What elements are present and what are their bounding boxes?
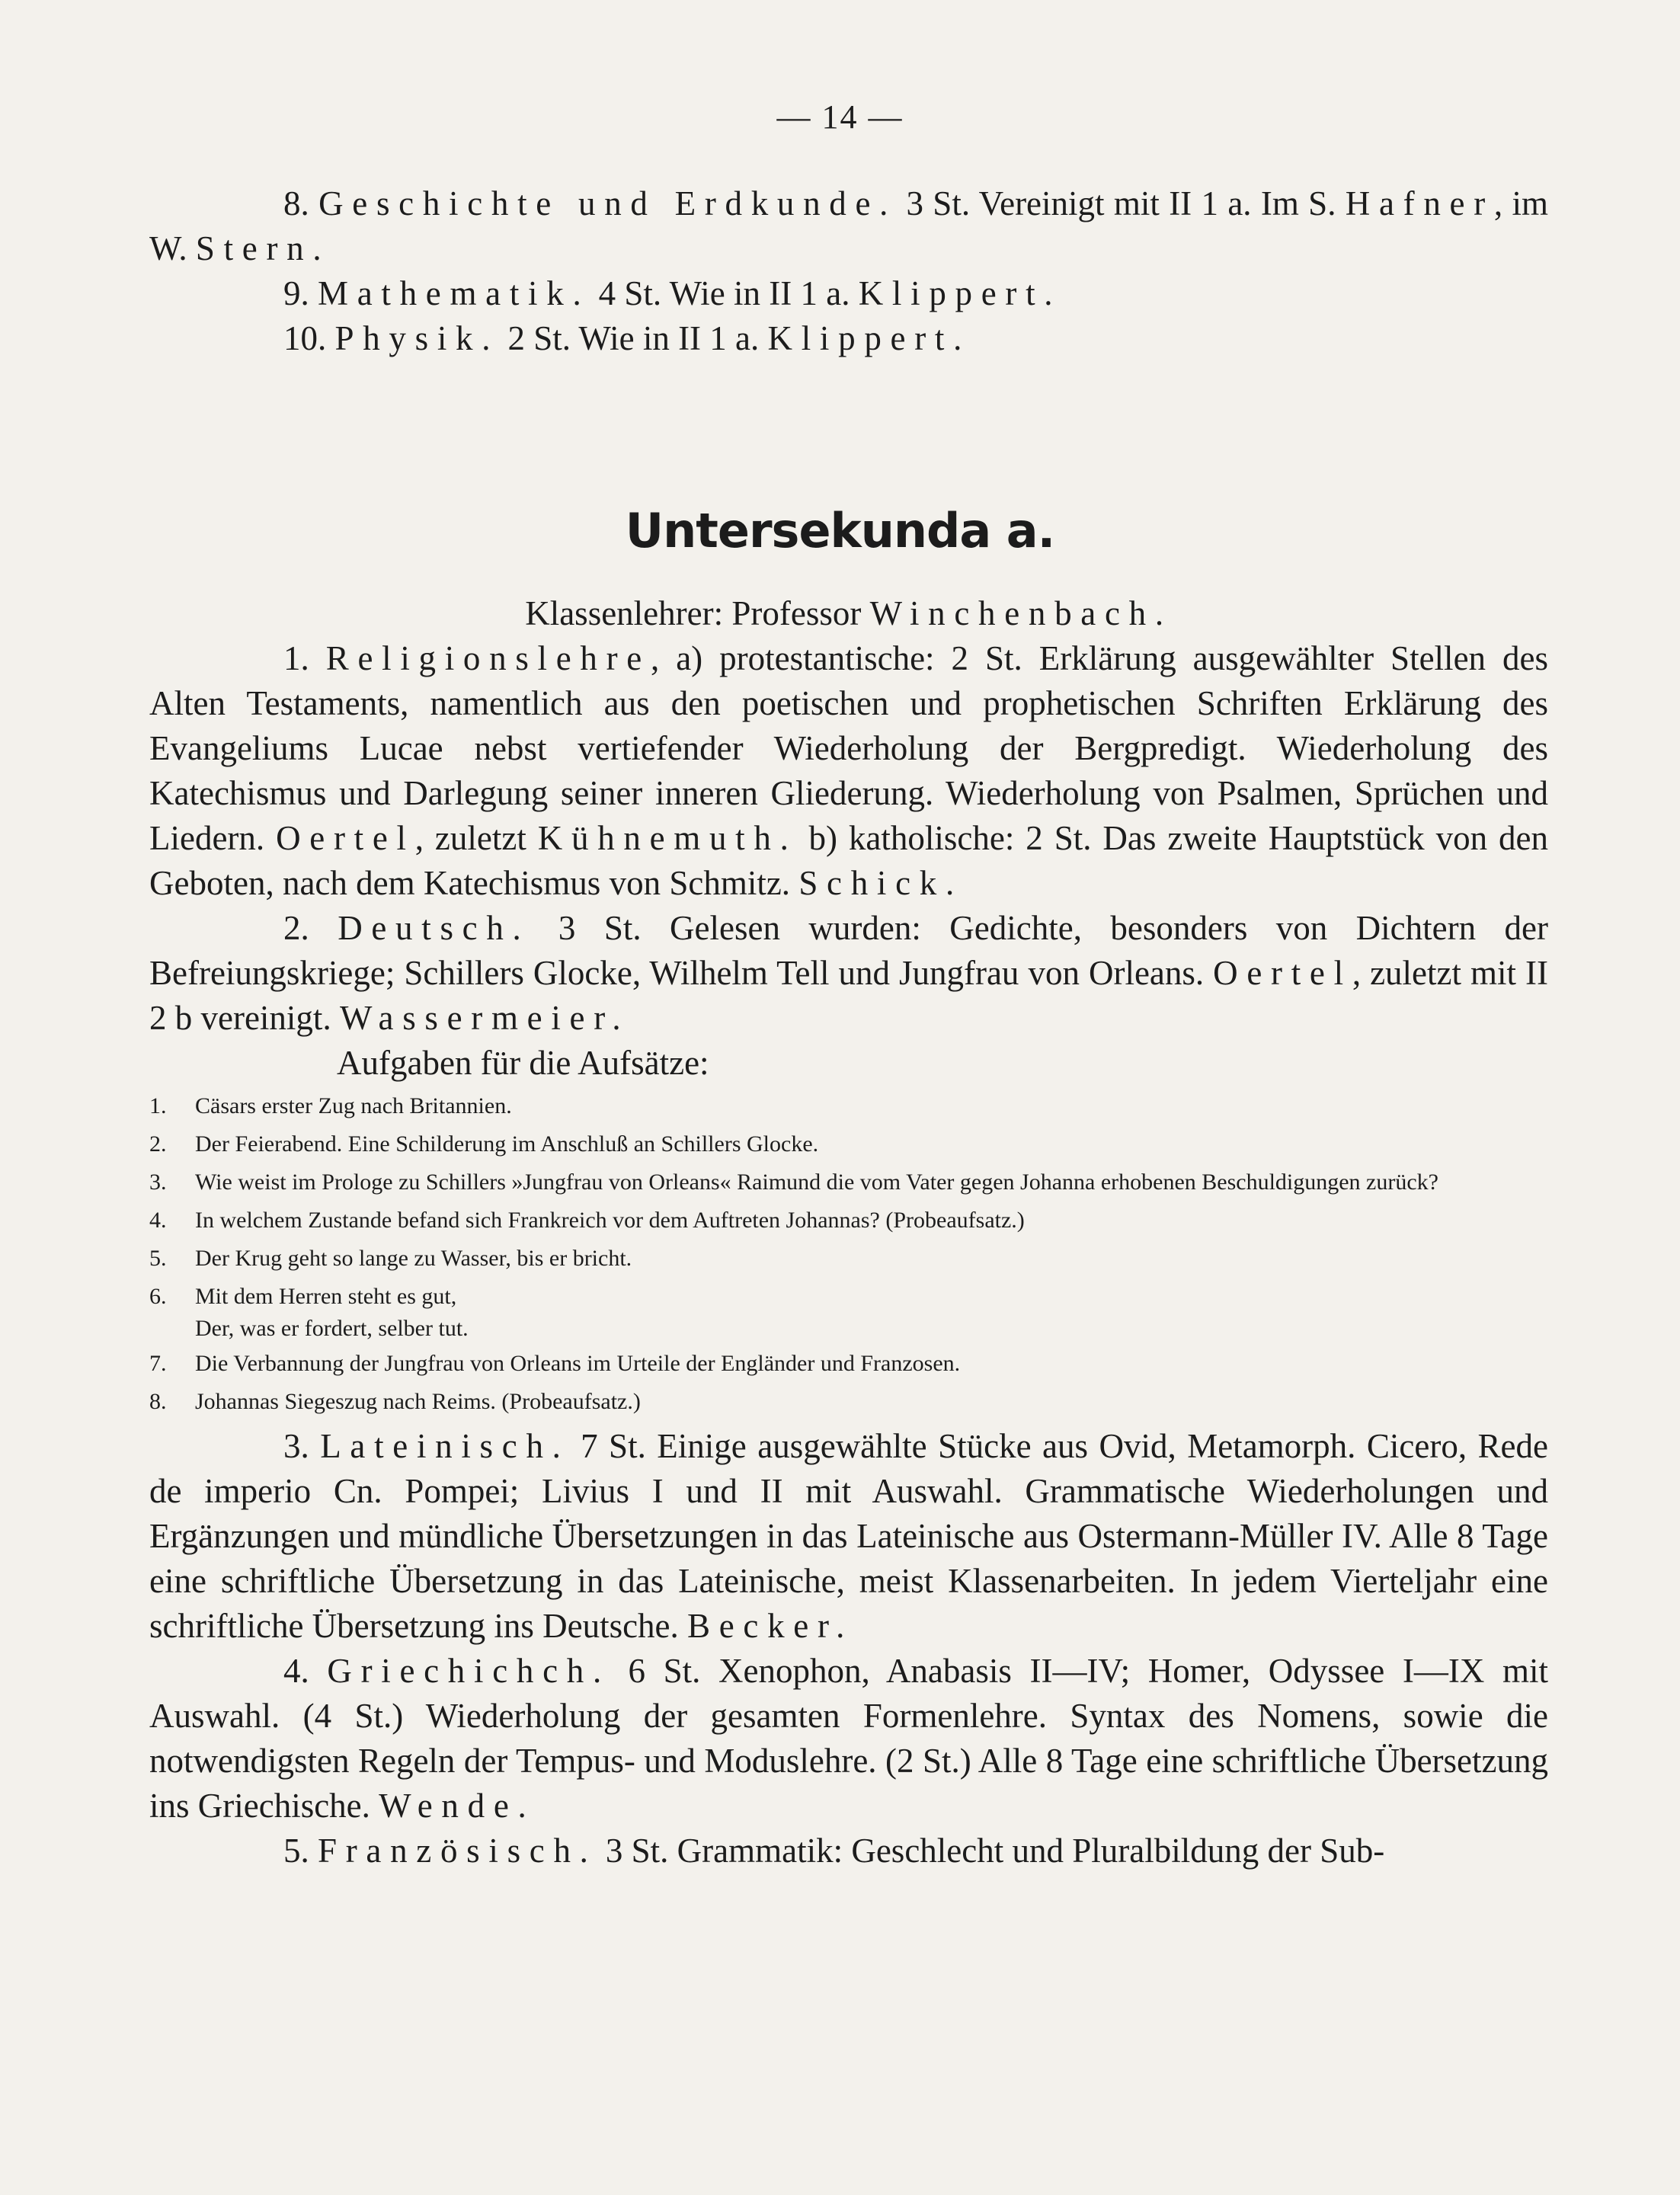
list-item: 3. Wie weist im Prologe zu Schillers »Jungfrau von Orleans« Raimund die vom Vater gegen Johanna erhobenen Beschuldigungen zurück? [149, 1169, 1438, 1195]
list-item: 7. Die Verbannung der Jungfrau von Orleans im Urteile der Engländer und Franzosen. [149, 1351, 961, 1376]
item-physik: 10. Physik. 2 St. Wie in II 1 a. Klippert. [283, 319, 971, 357]
subject-griechisch: Griechichch. [327, 1652, 610, 1690]
teacher-stern: Stern [195, 229, 313, 267]
item-mathematik: 9. Mathematik. 4 St. Wie in II 1 a. Klippert. [283, 274, 1062, 312]
subject-franzoesisch: Französisch. [318, 1832, 597, 1870]
teacher-wassermeier: Wassermeier. [339, 999, 630, 1037]
teacher-oertel: Oertel [276, 819, 415, 857]
teacher-winchenbach: Winchenbach. [869, 594, 1173, 632]
list-item: 1. Cäsars erster Zug nach Britannien. [149, 1093, 512, 1118]
teacher-kuehnemuth: Kühnemuth. [537, 819, 798, 857]
subject-geschichte: Geschichte und Erdkunde. [318, 184, 898, 222]
subject-religion: Religionslehre [325, 639, 651, 677]
teacher-klippert: Klippert. [767, 319, 971, 357]
aufgaben-list [149, 1087, 1548, 1421]
list-item: 5. Der Krug geht so lange zu Wasser, bis er bricht. [149, 1246, 632, 1271]
item-griechisch: 4. Griechichch. 6 St. Xenophon, Anabasis II—IV; Homer, Odyssee I—IX mit Auswahl. (4 St.) Wiederholung der gesamten Formenlehre. Syntax des Nomens, sowie die notwendigsten Regeln der Tempus- und Moduslehre. (2 St.) Alle 8 Tage eine schriftliche Übersetzung ins Griechische. Wende. [149, 1652, 1548, 1825]
list-item: 4. In welchem Zustande befand sich Frankreich vor dem Auftreten Johannas? (Probeaufsatz.) [149, 1208, 1025, 1233]
list-item: 6. Mit dem Herren steht es gut, Der, was er fordert, selber tut. [149, 1284, 469, 1341]
item-religion: 1. Religionslehre, a) protestantische: 2 St. Erklärung ausgewählter Stellen des Alten Testaments, namentlich aus den poetischen und prophetischen Schriften Erklärung des Evangeliums Lucae nebst vertiefender Wiederholung der Bergpredigt. Wiederholung des Katechismus und Darlegung seiner inneren Gliederung. Wiederholung von Psalmen, Sprüchen und Liedern. Oertel, zuletzt Kühnemuth. b) katholische: 2 St. Das zweite Hauptstück von den Geboten, nach dem Katechismus von Schmitz. Schick. [149, 639, 1548, 902]
main-section [149, 591, 1548, 1873]
section-heading: Untersekunda a. [625, 503, 1055, 558]
item-franzoesisch: 5. Französisch. 3 St. Grammatik: Geschlecht und Pluralbildung der Sub- [283, 1832, 1385, 1870]
top-section [149, 181, 1548, 361]
item-latein: 3. Lateinisch. 7 St. Einige ausgewählte Stücke aus Ovid, Metamorph. Cicero, Rede de imperio Cn. Pompei; Livius I und II mit Auswahl. Grammatische Wiederholungen und Ergänzungen und mündliche Übersetzungen in das Lateinische aus Ostermann-Müller IV. Alle 8 Tage eine schriftliche Übersetzung in das Lateinische, meist Klassenarbeiten. In jedem Vierteljahr eine schriftliche Übersetzung ins Deutsche. Becker. [149, 1427, 1548, 1645]
teacher-schick: Schick. [798, 864, 963, 902]
item-deutsch: 2. Deutsch. 3 St. Gelesen wurden: Gedichte, besonders von Dichtern der Befreiungskriege; Schillers Glocke, Wilhelm Tell und Jungfrau von Orleans. Oertel, zuletzt mit II 2 b vereinigt. Wassermeier. [149, 909, 1549, 1037]
teacher-klippert: Klippert. [858, 274, 1062, 312]
subject-deutsch: Deutsch. [338, 909, 530, 947]
list-item: 8. Johannas Siegeszug nach Reims. (Probeaufsatz.) [149, 1389, 641, 1414]
klassenlehrer-line: Klassenlehrer: Professor Winchenbach. [525, 594, 1173, 632]
teacher-oertel: Oertel [1213, 954, 1352, 992]
subject-physik: Physik. [334, 319, 500, 357]
subject-mathematik: Mathematik. [318, 274, 590, 312]
teacher-hafner: Hafner [1345, 184, 1494, 222]
subject-latein: Lateinisch. [320, 1427, 570, 1465]
teacher-wende: Wende. [379, 1787, 536, 1825]
teacher-becker: Becker. [687, 1607, 854, 1645]
item-geschichte: 8. Geschichte und Erdkunde. 3 St. Vereinigt mit II 1 a. Im S. Hafner, im W. Stern. [149, 184, 1549, 267]
aufgaben-title: Aufgaben für die Aufsätze: [337, 1044, 709, 1082]
page-number: — 14 — [776, 98, 904, 136]
list-item: 2. Der Feierabend. Eine Schilderung im Anschluß an Schillers Glocke. [149, 1131, 819, 1157]
